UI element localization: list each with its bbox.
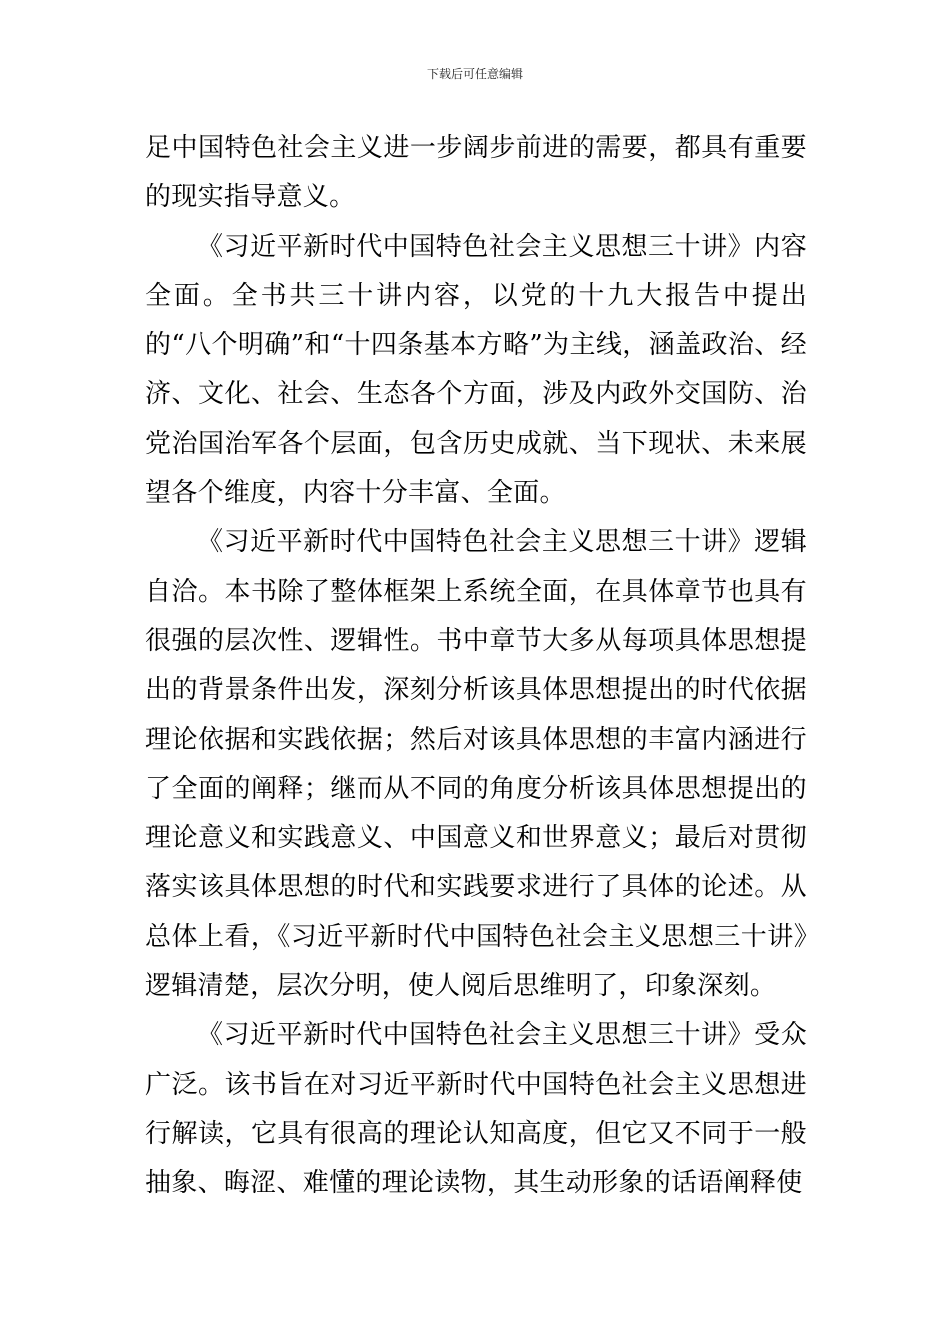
paragraph-logical-consistency: 《习近平新时代中国特色社会主义思想三十讲》逻辑自洽。本书除了整体框架上系统全面，在具体章节也具有很强的层次性、逻辑性。书中章节大多从每项具体思想提出的背景条件出发，深刻分析该具体思想提出的时代依据理论依据和实践依据；然后对该具体思想的丰富内涵进行了全面的阐释；继而从不同的角度分析该具体思想提出的理论意义和实践意义、中国意义和世界意义；最后对贯彻落实该具体思想的时代和实践要求进行了具体的论述。从总体上看，《习近平新时代中国特色社会主义思想三十讲》逻辑清楚，层次分明，使人阅后思维明了，印象深刻。 [145, 527, 807, 1002]
document-body [145, 124, 807, 1209]
header-note: 下载后可任意编辑 [426, 67, 523, 81]
paragraph-wide-audience: 《习近平新时代中国特色社会主义思想三十讲》受众广泛。该书旨在对习近平新时代中国特色社会主义思想进行解读，它具有很高的理论认知高度，但它又不同于一般抽象、晦涩、难懂的理论读物，其生动形象的话语阐释使 [145, 1020, 807, 1199]
paragraph-continuation: 足中国特色社会主义进一步阔步前进的需要，都具有重要的现实指导意义。 [145, 133, 807, 213]
paragraph-content-comprehensive: 《习近平新时代中国特色社会主义思想三十讲》内容全面。全书共三十讲内容，以党的十九大报告中提出的“八个明确”和“十四条基本方略”为主线，涵盖政治、经济、文化、社会、生态各个方面，涉及内政外交国防、治党治国治军各个层面，包含历史成就、当下现状、未来展望各个维度，内容十分丰富、全面。 [145, 231, 807, 509]
